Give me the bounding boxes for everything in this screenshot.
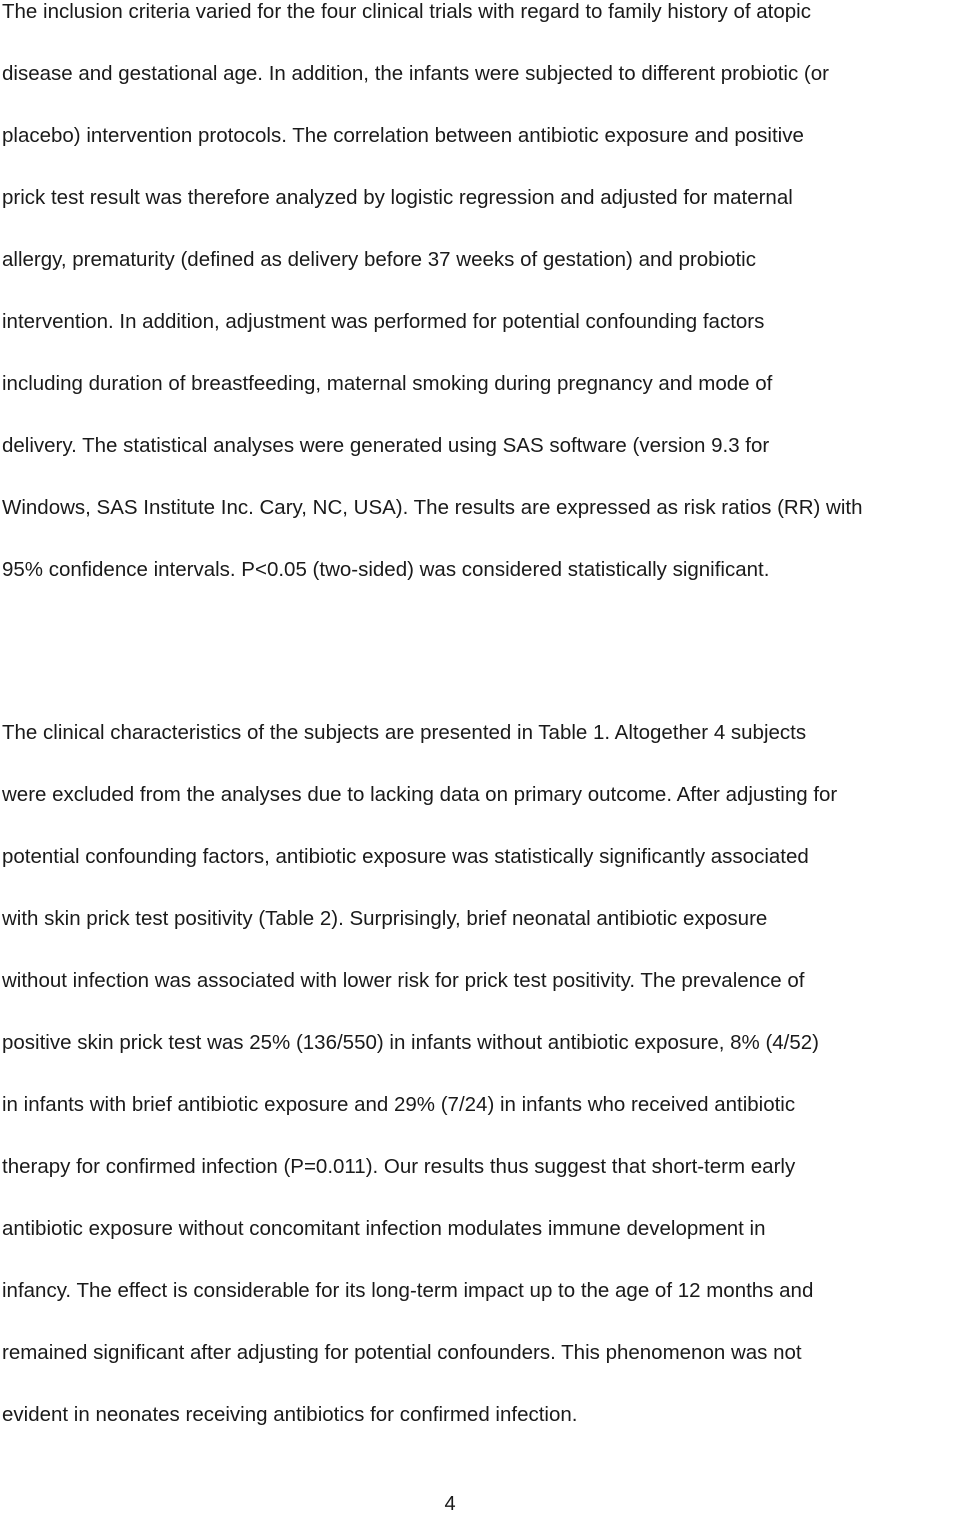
- text-line: The clinical characteristics of the subjects are presented in Table 1. Altogether 4 subjects: [2, 721, 807, 744]
- text-line: without infection was associated with lower risk for prick test positivity. The prevalence of: [2, 969, 805, 992]
- text-line: 95% confidence intervals. P<0.05 (two-sided) was considered statistically significant.: [2, 558, 770, 581]
- page-number: 4: [444, 1493, 456, 1515]
- text-line: including duration of breastfeeding, maternal smoking during pregnancy and mode of: [2, 372, 773, 395]
- text-line: with skin prick test positivity (Table 2). Surprisingly, brief neonatal antibiotic exposure: [2, 907, 768, 930]
- text-line: placebo) intervention protocols. The correlation between antibiotic exposure and positive: [2, 124, 804, 147]
- text-line: were excluded from the analyses due to lacking data on primary outcome. After adjusting for: [2, 783, 838, 806]
- text-line: prick test result was therefore analyzed by logistic regression and adjusted for maternal: [2, 186, 793, 209]
- text-line: evident in neonates receiving antibiotics for confirmed infection.: [2, 1403, 578, 1426]
- text-line: Windows, SAS Institute Inc. Cary, NC, USA). The results are expressed as risk ratios (RR) with: [2, 496, 863, 519]
- text-line: disease and gestational age. In addition, the infants were subjected to different probiotic (or: [2, 62, 829, 85]
- text-line: remained significant after adjusting for potential confounders. This phenomenon was not: [2, 1341, 802, 1364]
- text-line: The inclusion criteria varied for the four clinical trials with regard to family history of atopic: [2, 0, 811, 23]
- text-line: infancy. The effect is considerable for its long-term impact up to the age of 12 months and: [2, 1279, 814, 1302]
- text-line: therapy for confirmed infection (P=0.011). Our results thus suggest that short-term early: [2, 1155, 796, 1178]
- text-line: antibiotic exposure without concomitant infection modulates immune development in: [2, 1217, 766, 1240]
- paragraph-results: [2, 702, 958, 1446]
- text-line: potential confounding factors, antibiotic exposure was statistically significantly associated: [2, 845, 809, 868]
- paragraph-statistical-methods: [2, 0, 958, 601]
- text-line: allergy, prematurity (defined as delivery before 37 weeks of gestation) and probiotic: [2, 248, 756, 271]
- text-line: delivery. The statistical analyses were generated using SAS software (version 9.3 for: [2, 434, 770, 457]
- text-line: positive skin prick test was 25% (136/550) in infants without antibiotic exposure, 8% (4/52): [2, 1031, 819, 1054]
- text-line: in infants with brief antibiotic exposure and 29% (7/24) in infants who received antibiotic: [2, 1093, 796, 1116]
- text-line: intervention. In addition, adjustment was performed for potential confounding factors: [2, 310, 765, 333]
